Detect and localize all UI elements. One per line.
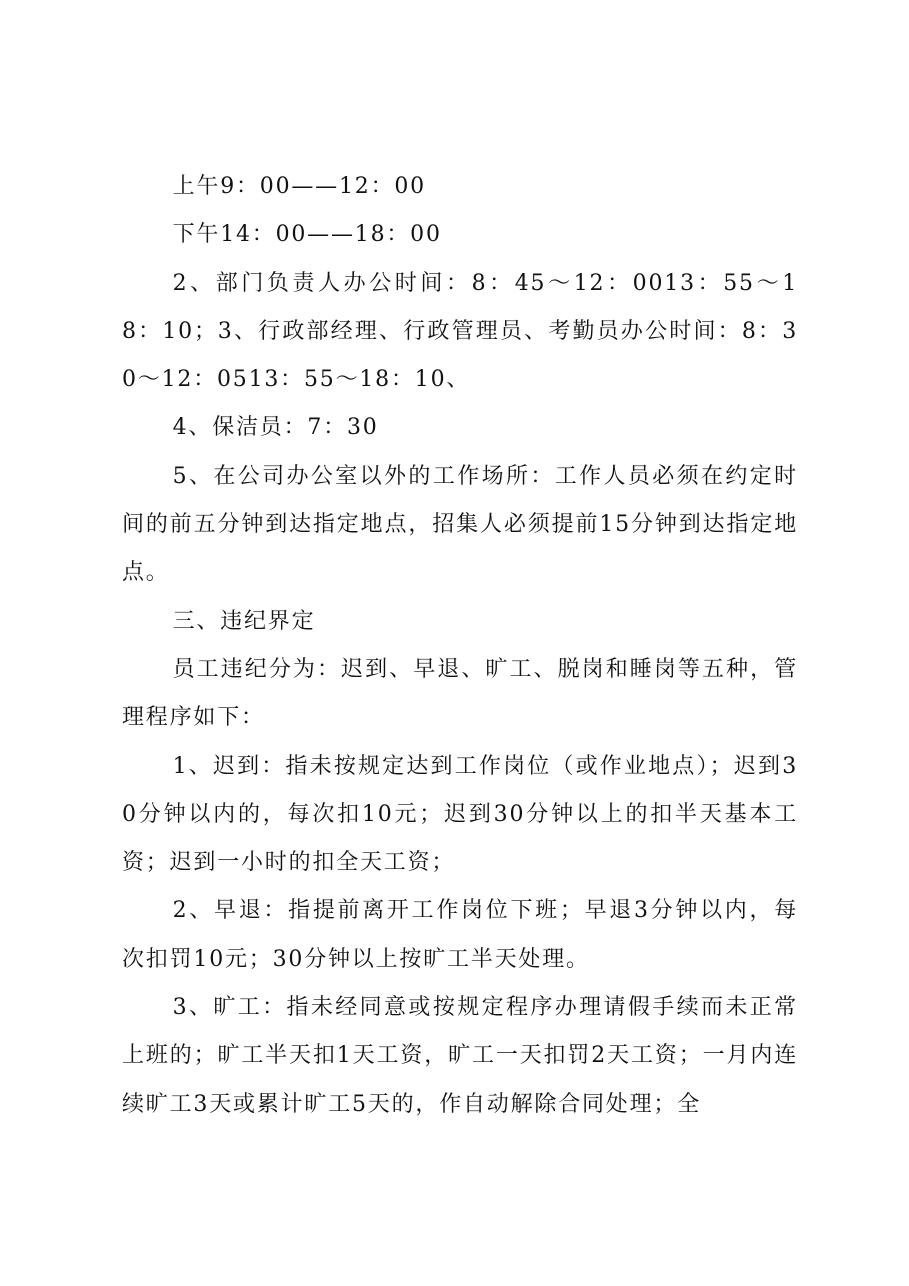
paragraph-morning-hours: 上午9：00——12：00 — [172, 174, 426, 199]
paragraph-late-arrival: 1、迟到：指未按规定达到工作岗位（或作业地点）；迟到30分钟以内的，每次扣10元；迟到30分钟以上的扣半天基本工资；迟到一小时的扣全天工资； — [122, 753, 798, 876]
paragraph-dept-head-hours: 2、部门负责人办公时间：8：45～12：0013：55～18：10；3、行政部经理、行政管理员、考勤员办公时间：8：30～12：0513：55～18：10、 — [122, 270, 798, 393]
document-body — [122, 163, 798, 1129]
section-heading-violations: 三、违纪界定 — [172, 608, 316, 634]
paragraph-early-leave: 2、早退：指提前离开工作岗位下班；早退3分钟以内，每次扣罚10元；30分钟以上按旷工半天处理。 — [122, 898, 798, 972]
paragraph-afternoon-hours: 下午14：00——18：00 — [172, 222, 442, 248]
paragraph-absenteeism: 3、旷工：指未经同意或按规定程序办理请假手续而未正常上班的；旷工半天扣1天工资，旷工一天扣罚2天工资；一月内连续旷工3天或累计旷工5天的，作自动解除合同处理；全 — [122, 995, 798, 1117]
paragraph-cleaner-hours: 4、保洁员：7：30 — [172, 415, 379, 441]
paragraph-violation-types: 员工违纪分为：迟到、早退、旷工、脱岗和睡岗等五种，管理程序如下： — [122, 656, 798, 731]
paragraph-offsite-work: 5、在公司办公室以外的工作场所：工作人员必须在约定时间的前五分钟到达指定地点，招集人必须提前15分钟到达指定地点。 — [122, 463, 798, 586]
